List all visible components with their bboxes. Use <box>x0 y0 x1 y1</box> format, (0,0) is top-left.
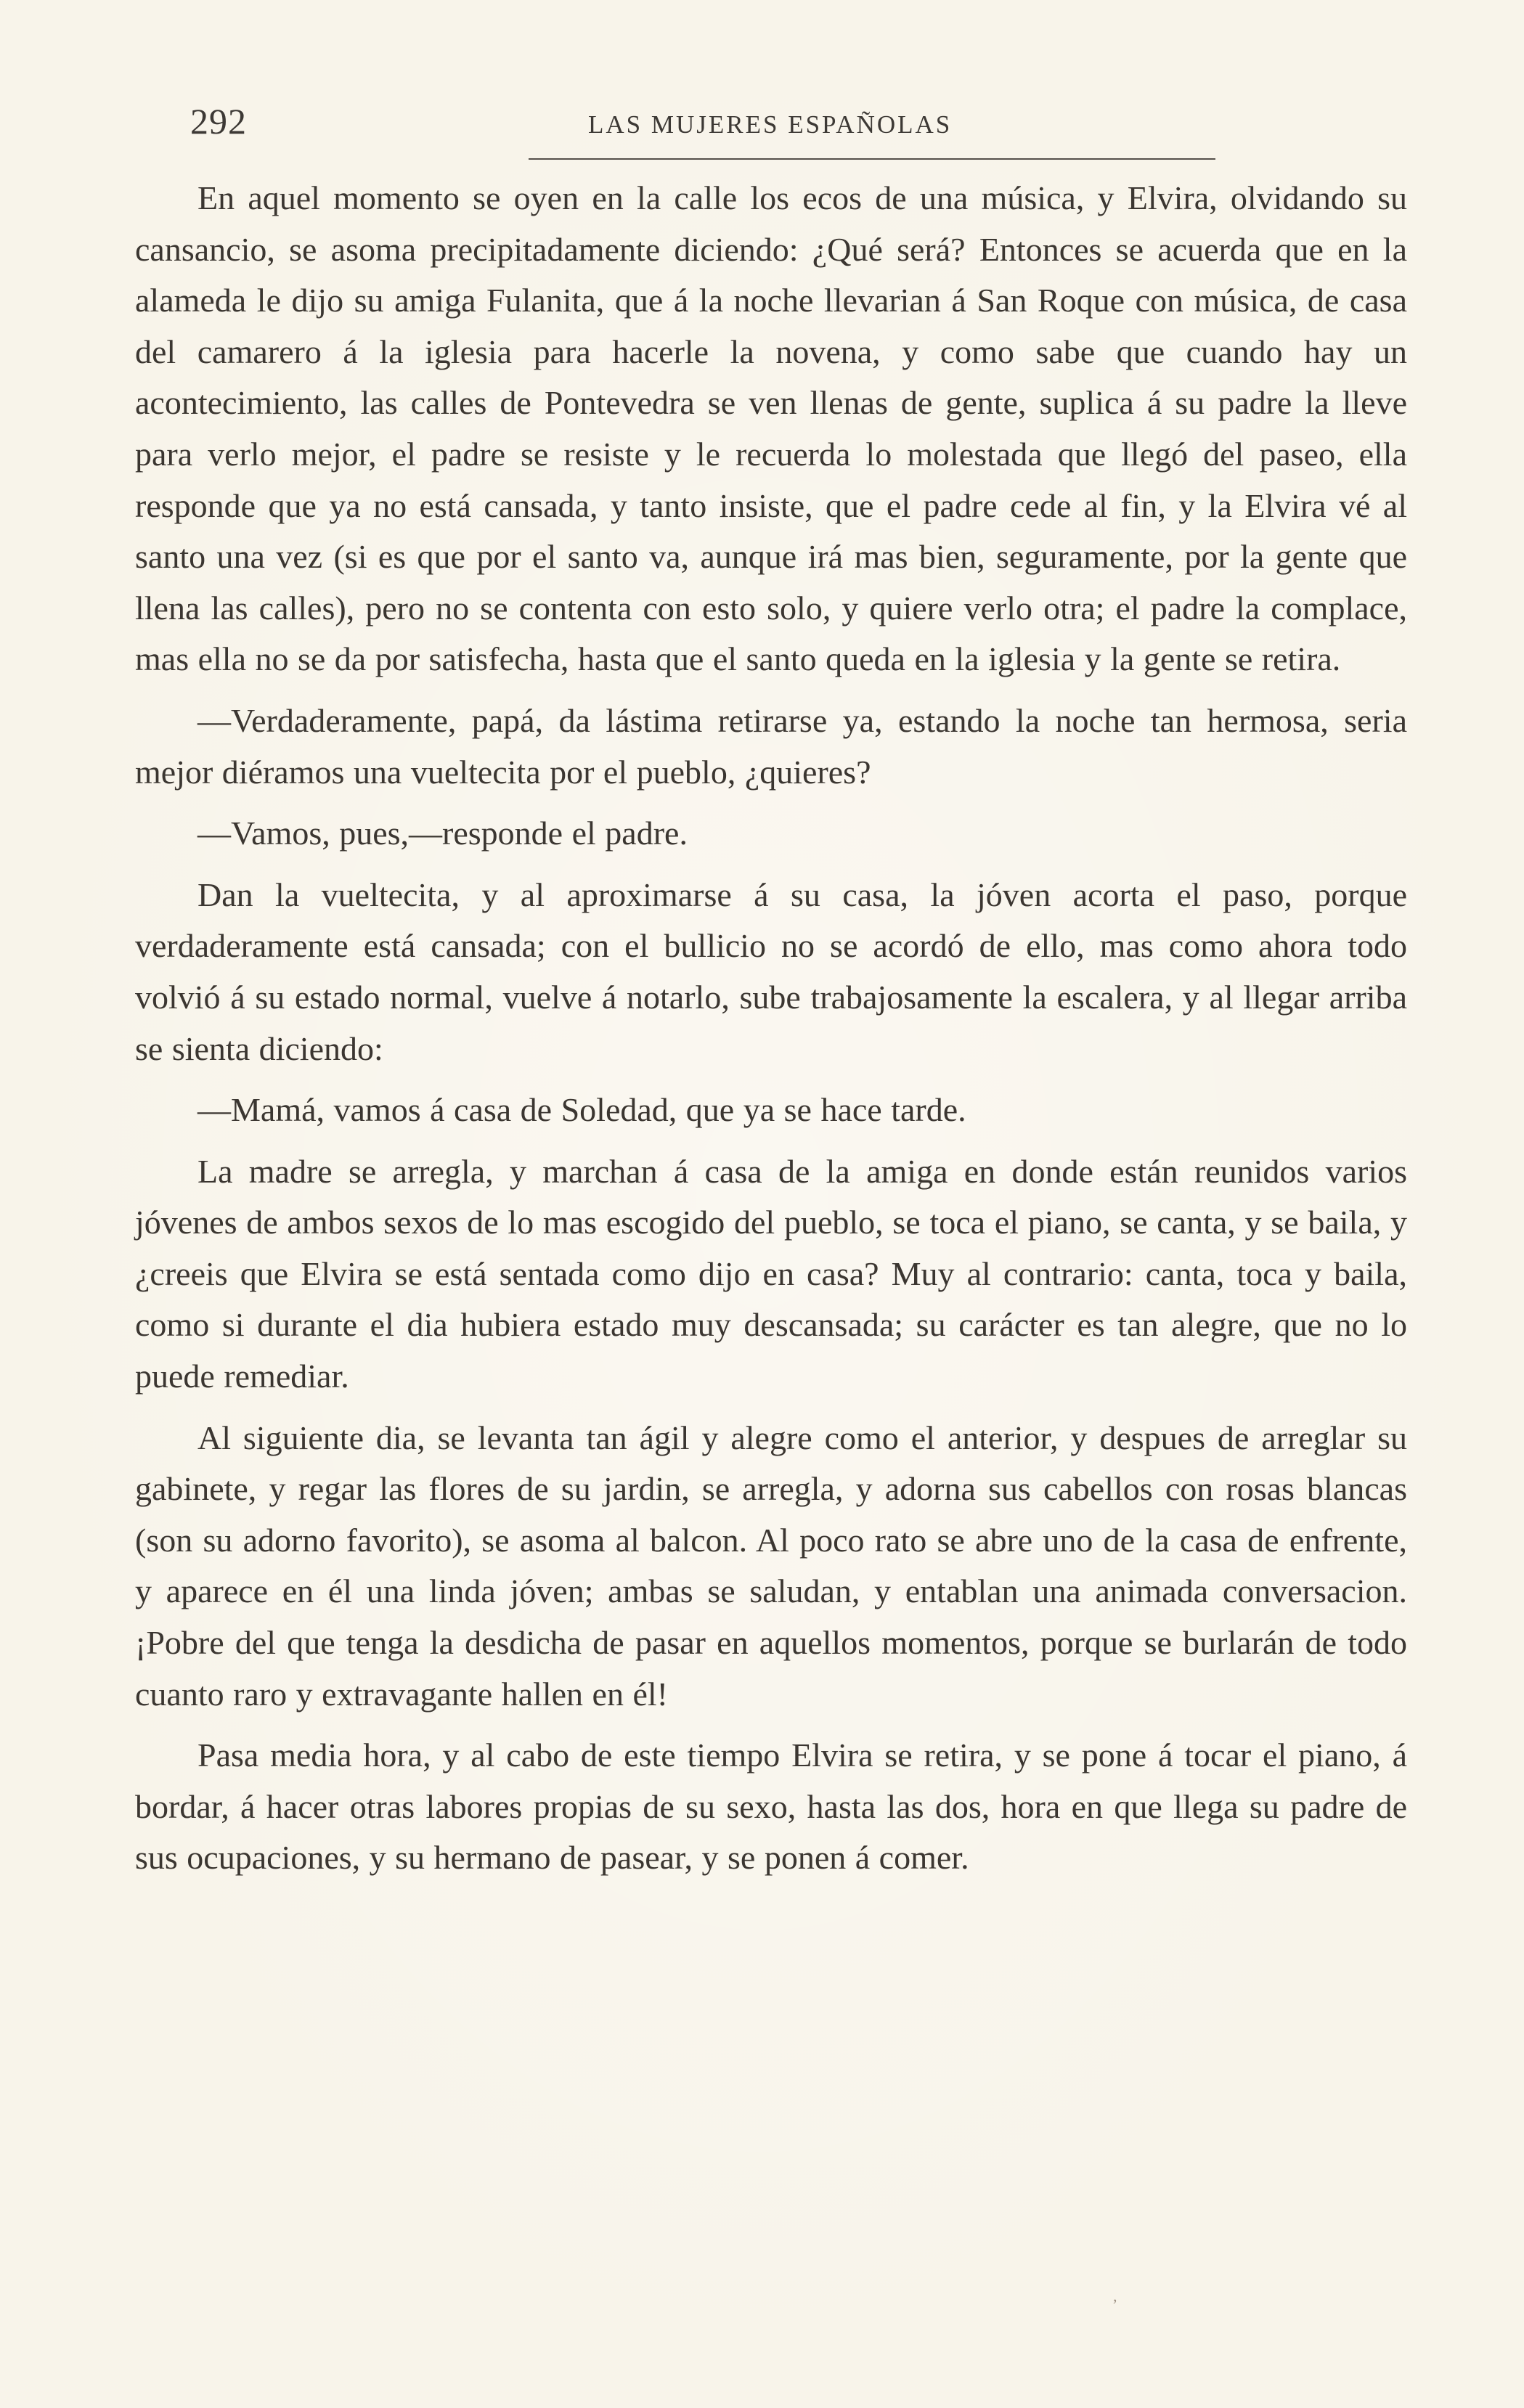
paragraph: —Vamos, pues,—responde el padre. <box>197 815 688 852</box>
header-rule <box>529 158 1215 160</box>
paragraph: —Mamá, vamos á casa de Soledad, que ya se hace tarde. <box>197 1091 966 1129</box>
ink-speck: , <box>1113 2287 1117 2305</box>
paragraph: —Verdaderamente, papá, da lástima retirarse ya, estando la noche tan hermosa, seria mejor diéramos una vueltecita por el pueblo, ¿quieres? <box>135 701 1407 791</box>
page-number: 292 <box>190 101 247 142</box>
paragraph: La madre se arregla, y marchan á casa de la amiga en donde están reunidos varios jóvenes de ambos sexos de lo mas escogido del pueblo, se toca el piano, se canta, y se baila, y ¿creeis que Elvira se está sentada como dijo en casa? Muy al contrario: canta, toca y baila, como si durante el dia hubiera estado muy descansada; su carácter es tan alegre, que no lo puede remediar. <box>135 1152 1407 1395</box>
running-title: LAS MUJERES ESPAÑOLAS <box>588 110 953 139</box>
body-text <box>135 173 1407 1894</box>
paragraph: Dan la vueltecita, y al aproximarse á su casa, la jóven acorta el paso, porque verdaderamente está cansada; con el bullicio no se acordó de ello, mas como ahora todo volvió á su estado normal, vuelve á notarlo, sube trabajosamente la escalera, y al llegar arriba se sienta diciendo: <box>135 876 1407 1067</box>
paragraph: Al siguiente dia, se levanta tan ágil y alegre como el anterior, y despues de arreglar su gabinete, y regar las flores de su jardin, se arregla, y adorna sus cabellos con rosas blancas (son su adorno favorito), se asoma al balcon. Al poco rato se abre uno de la casa de enfrente, y aparece en él una linda jóven; ambas se saludan, y entablan una animada conversacion. ¡Pobre del que tenga la desdicha de pasar en aquellos momentos, porque se burlarán de todo cuanto raro y extravagante hallen en él! <box>135 1419 1407 1713</box>
paragraph: Pasa media hora, y al cabo de este tiempo Elvira se retira, y se pone á tocar el piano, á bordar, á hacer otras labores propias de su sexo, hasta las dos, hora en que llega su padre de sus ocupaciones, y su hermano de pasear, y se ponen á comer. <box>135 1736 1407 1877</box>
paragraph: En aquel momento se oyen en la calle los ecos de una música, y Elvira, olvidando su cansancio, se asoma precipitadamente diciendo: ¿Qué será? Entonces se acuerda que en la alameda le dijo su amiga Fulanita, que á la noche llevarian á San Roque con música, de casa del camarero á la iglesia para hacerle la novena, y como sabe que cuando hay un acontecimiento, las calles de Pontevedra se ven llenas de gente, suplica á su padre la lleve para verlo mejor, el padre se resiste y le recuerda lo molestada que llegó del paseo, ella responde que ya no está cansada, y tanto insiste, que el padre cede al fin, y la Elvira vé al santo una vez (si es que por el santo va, aunque irá mas bien, seguramente, por la gente que llena las calles), pero no se contenta con esto solo, y quiere verlo otra; el padre la complace, mas ella no se da por satisfecha, hasta que el santo queda en la iglesia y la gente se retira. <box>135 179 1407 678</box>
page-header <box>190 100 1412 158</box>
